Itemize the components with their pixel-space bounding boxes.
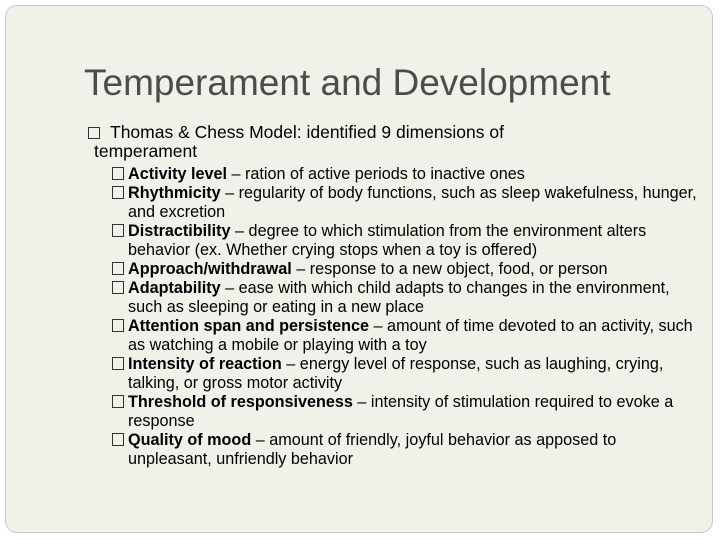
box-bullet-icon (112, 395, 124, 408)
item-term: Threshold of responsiveness (128, 393, 353, 411)
item-desc: – amount of time devoted to an activity, such as watching a mobile or playing with a toy (128, 317, 693, 354)
item-desc: – intensity of stimulation required to evoke a response (128, 393, 674, 430)
intro-line-1: Thomas & Chess Model: identified 9 dimensions of (110, 122, 504, 142)
box-bullet-icon (112, 281, 124, 294)
list-item (112, 393, 702, 431)
list-item (112, 279, 702, 317)
item-desc: – energy level of response, such as laughing, crying, talking, or gross motor activity (128, 355, 664, 392)
item-term: Distractibility (128, 222, 231, 240)
slide-title: Temperament and Development (84, 62, 611, 103)
box-bullet-icon (112, 319, 124, 332)
item-term: Rhythmicity (128, 184, 221, 202)
item-term: Approach/withdrawal (128, 260, 292, 278)
box-bullet-icon (112, 433, 124, 446)
list-item (112, 431, 702, 469)
item-desc: – degree to which stimulation from the environment alters behavior (ex. Whether crying stops when a toy is offered) (128, 222, 647, 259)
list-item (112, 222, 702, 260)
list-item (112, 184, 702, 222)
item-term: Activity level (128, 165, 227, 183)
box-bullet-icon (112, 262, 124, 275)
box-bullet-icon (112, 357, 124, 370)
dimension-list (112, 165, 702, 469)
item-desc: – regularity of body functions, such as sleep wakefulness, hunger, and excretion (128, 184, 697, 221)
list-item (112, 260, 702, 279)
item-term: Quality of mood (128, 431, 252, 449)
box-bullet-icon (88, 123, 100, 142)
item-term: Attention span and persistence (128, 317, 370, 335)
item-desc: – amount of friendly, joyful behavior as apposed to unpleasant, unfriendly behavior (128, 431, 617, 468)
slide (5, 5, 713, 533)
list-item (112, 165, 702, 184)
box-bullet-icon (112, 186, 124, 199)
box-bullet-icon (112, 167, 124, 180)
intro-line-2: temperament (94, 141, 198, 161)
box-bullet-icon (112, 224, 124, 237)
item-desc: – ration of active periods to inactive ones (226, 165, 525, 183)
item-term: Adaptability (128, 279, 221, 297)
intro-bullet (88, 123, 628, 161)
item-desc: – ease with which child adapts to changes in the environment, such as sleeping or eating in a new place (128, 279, 670, 316)
item-desc: – response to a new object, food, or person (291, 260, 608, 278)
list-item (112, 355, 702, 393)
list-item (112, 317, 702, 355)
item-term: Intensity of reaction (128, 355, 282, 373)
